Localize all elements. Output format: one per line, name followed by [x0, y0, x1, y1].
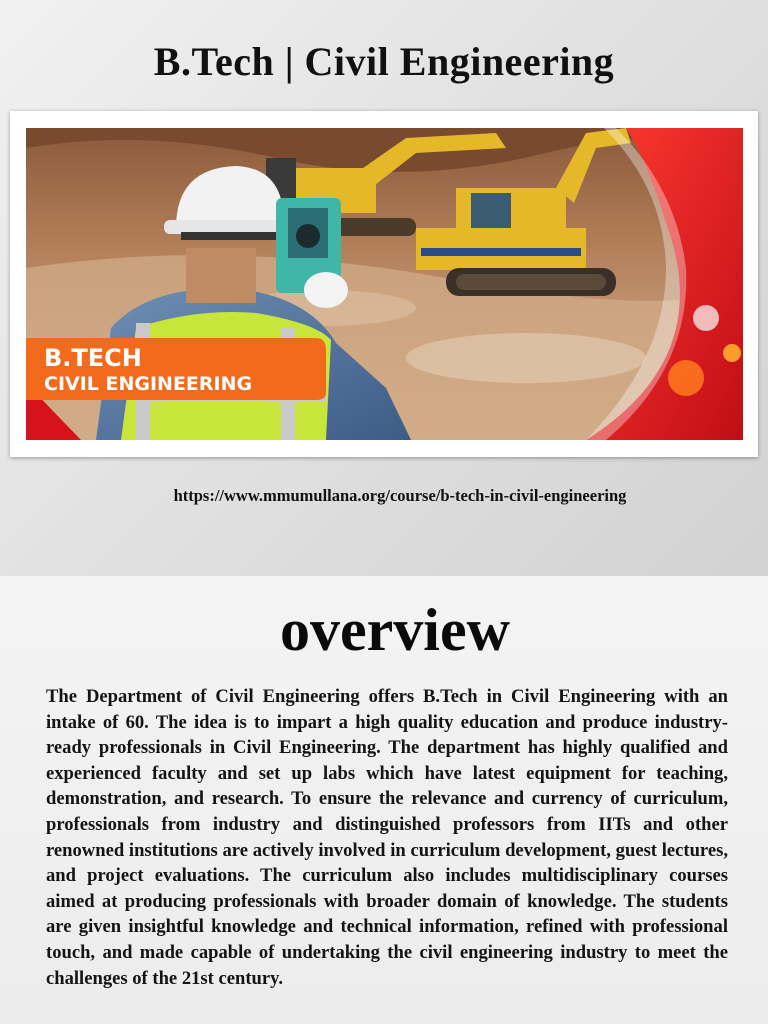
overview-heading: overview [280, 597, 510, 663]
slide-overview [0, 576, 768, 1024]
banner-line1: B.TECH [44, 344, 142, 372]
banner-label [26, 338, 326, 400]
overview-paragraph: The Department of Civil Engineering offers B.Tech in Civil Engineering with an intake of 60. The idea is to impart a high quality education and produce industry-ready professionals in Civil Engineering. The department has highly qualified and experienced faculty and set up labs which have latest equipment for teaching, demonstration, and research. To ensure the relevance and currency of curriculum, professionals from industry and distinguished professors from IITs and other renowned institutions are actively involved in curriculum development, guest lectures, and project evaluations. The curriculum also includes multidisciplinary courses aimed at producing professionals with broader domain of knowledge. The students are given insightful knowledge and technical information, refined with professional touch, and made capable of undertaking the civil engineering industry to meet the challenges of the 21st century. [46, 686, 728, 989]
course-url-link[interactable]: https://www.mmumullana.org/course/b-tech-in-civil-engineering [173, 486, 627, 505]
page-title: B.Tech | Civil Engineering [153, 39, 615, 84]
banner-image [26, 128, 743, 440]
banner-line2: CIVIL ENGINEERING [44, 373, 253, 395]
banner-frame [10, 111, 758, 457]
